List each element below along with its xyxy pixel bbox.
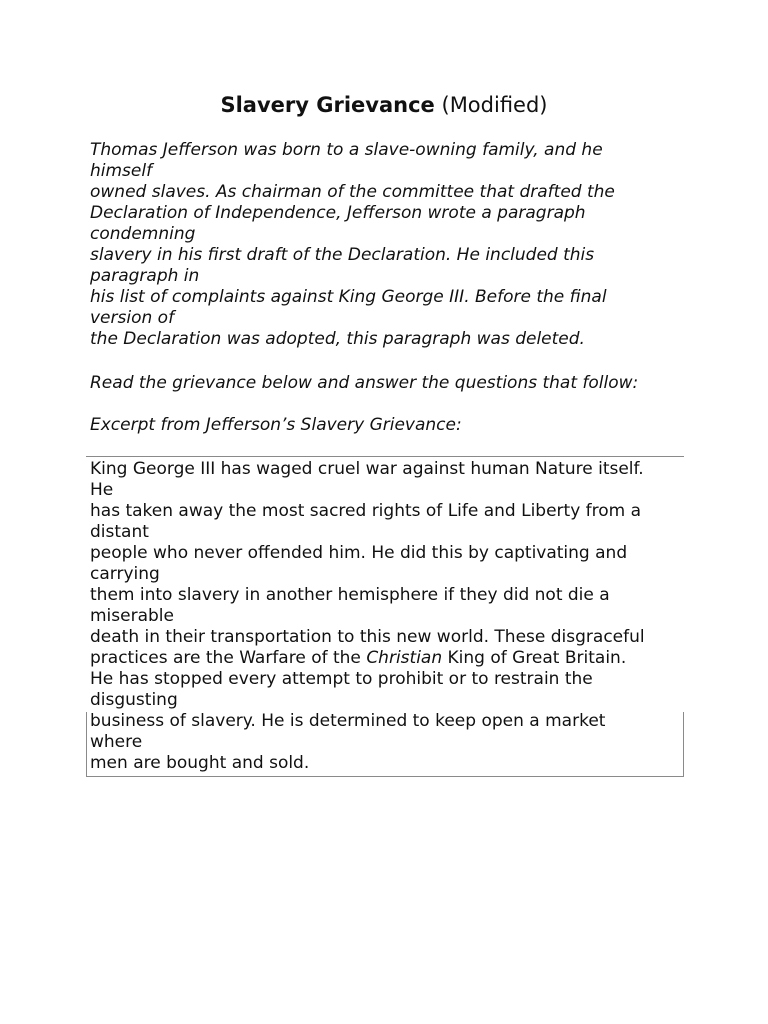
excerpt-line: distant [90, 522, 149, 542]
intro-line: slavery in his first draft of the Declaration. He included this [90, 245, 595, 265]
intro-line: owned slaves. As chairman of the committee that drafted the [90, 182, 615, 202]
intro-line: the Declaration was adopted, this paragraph was deleted. [90, 329, 585, 349]
intro-line: Declaration of Independence, Jefferson wrote a paragraph [90, 203, 586, 223]
excerpt-line: carrying [90, 564, 160, 584]
instruction-text: Read the grievance below and answer the questions that follow: [90, 373, 639, 393]
excerpt-line: them into slavery in another hemisphere if they did not die a [90, 585, 610, 605]
excerpt-line: death in their transportation to this new world. These disgraceful [90, 627, 645, 647]
title-qualifier: (Modified) [441, 93, 548, 117]
intro-line: Thomas Jefferson was born to a slave-owning family, and he [90, 140, 603, 160]
excerpt-line: men are bought and sold. [90, 753, 310, 773]
excerpt-line: He has stopped every attempt to prohibit or to restrain the [90, 669, 593, 689]
excerpt-text-run: King of Great Britain. [442, 648, 627, 668]
title-main: Slavery Grievance [220, 93, 435, 117]
excerpt-text [90, 459, 690, 774]
excerpt-line: has taken away the most sacred rights of Life and Liberty from a [90, 501, 642, 521]
excerpt-label: Excerpt from Jefferson’s Slavery Grievance: [90, 415, 462, 435]
intro-line: version of [90, 308, 175, 328]
excerpt-line: miserable [90, 606, 174, 626]
document-title [0, 91, 768, 119]
excerpt-line: where [90, 732, 143, 752]
excerpt-line: business of slavery. He is determined to keep open a market [90, 711, 606, 731]
excerpt-text-run: practices are the Warfare of the [90, 648, 367, 668]
excerpt-emphasis: Christian [366, 648, 443, 668]
excerpt-line: people who never offended him. He did this by captivating and [90, 543, 628, 563]
intro-line: paragraph in [90, 266, 200, 286]
excerpt-line: disgusting [90, 690, 178, 710]
intro-line: condemning [90, 224, 196, 244]
intro-line: his list of complaints against King George III. Before the final [90, 287, 607, 307]
excerpt-line: King George III has waged cruel war against human Nature itself. [90, 459, 644, 479]
intro-paragraph [90, 140, 690, 350]
intro-line: himself [90, 161, 153, 181]
excerpt-box-top-border [86, 456, 684, 457]
excerpt-line: He [90, 480, 114, 500]
excerpt-line [90, 648, 690, 669]
